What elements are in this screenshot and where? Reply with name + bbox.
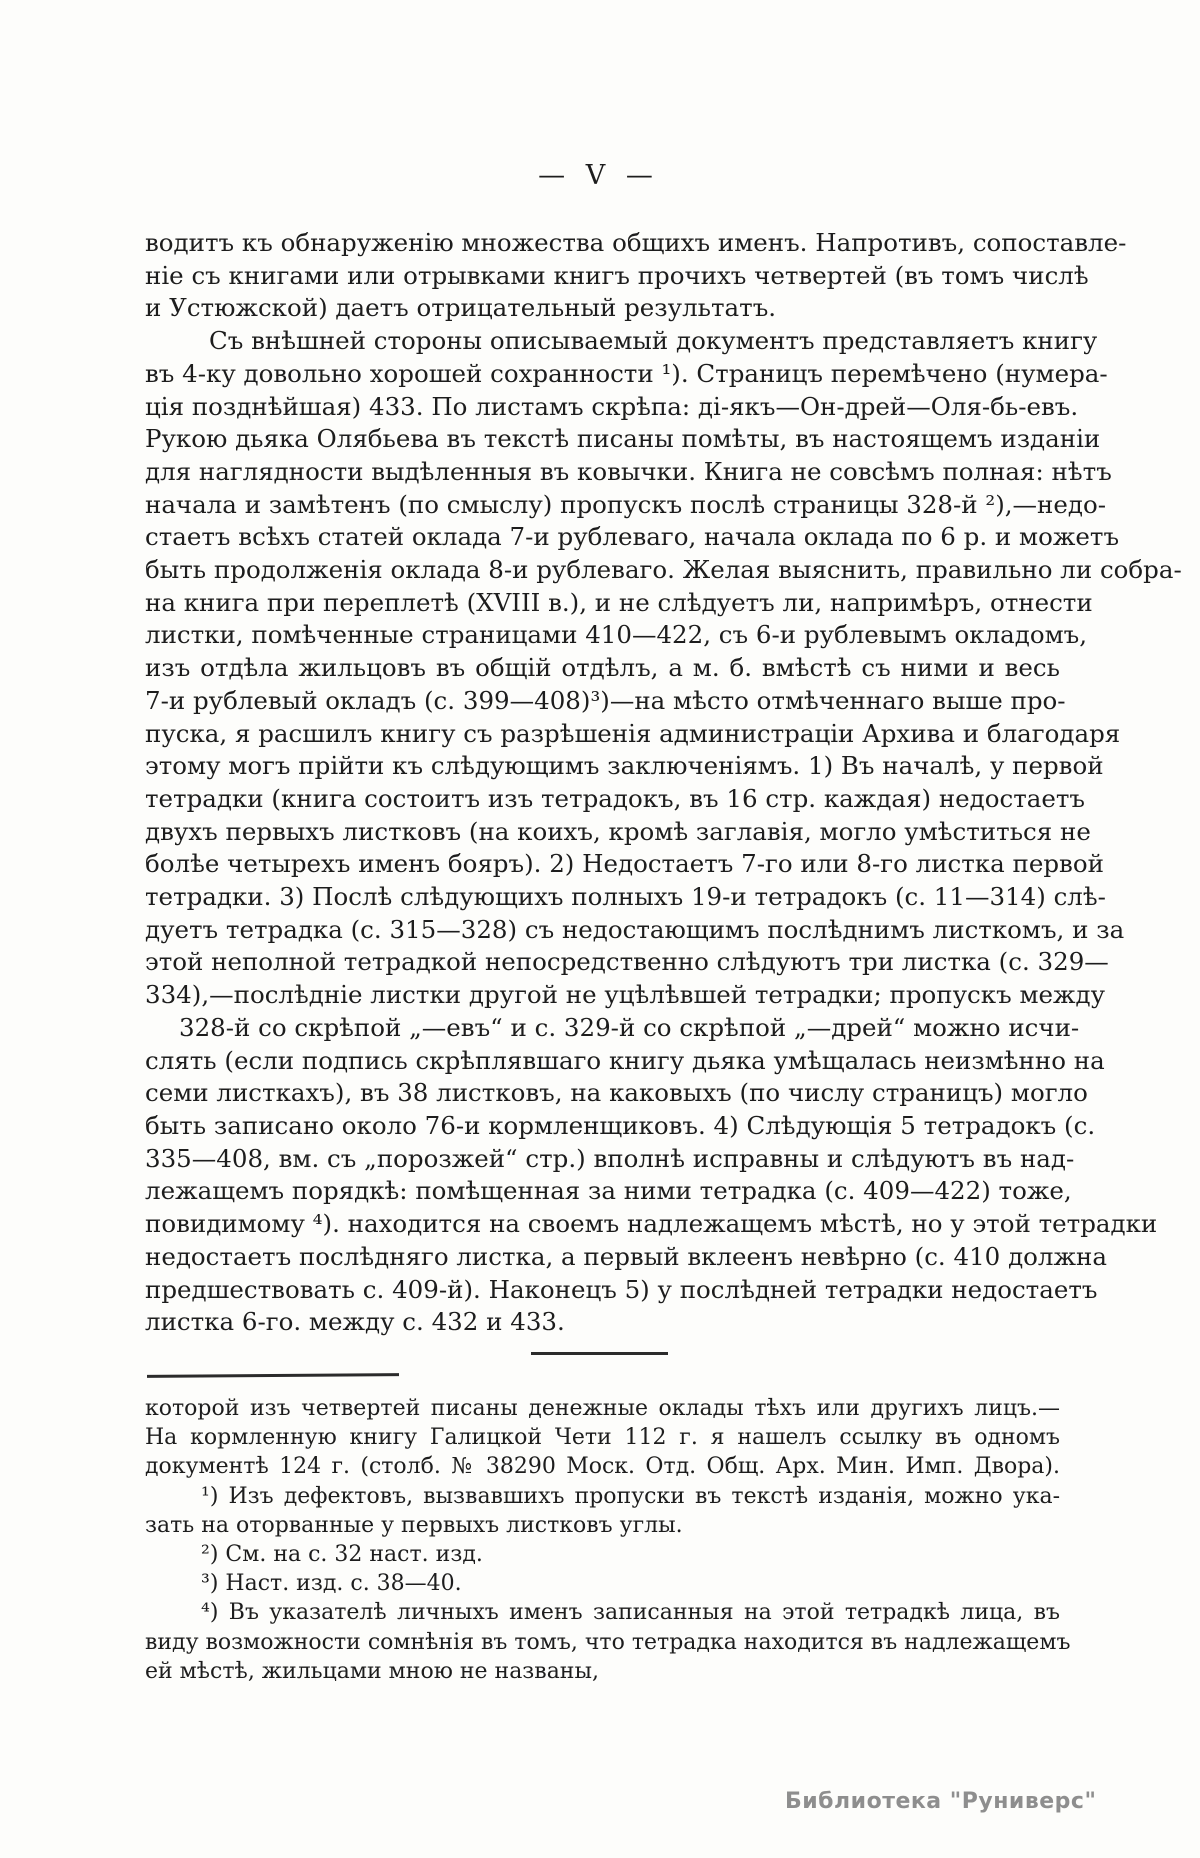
text-line: на книга при переплетѣ (XVIII в.), и не слѣдуетъ ли, напримѣръ, отнести (145, 587, 1093, 617)
text-line: водитъ къ обнаруженію множества общихъ именъ. Напротивъ, сопоставле- (145, 228, 1127, 257)
page-number-header: — V — (538, 160, 654, 191)
text-line: быть продолженія оклада 8-и рублеваго. Желая выяснить, правильно ли собра- (145, 555, 1182, 585)
text-line: недостаетъ послѣдняго листка, а первый вклеенъ невѣрно (с. 410 должна (145, 1241, 1107, 1271)
text-line: виду возможности сомнѣнія въ томъ, что тетрадка находится въ надлежащемъ (145, 1629, 1071, 1655)
text-line: двухъ первыхъ листковъ (на коихъ, кромѣ заглавія, могло умѣститься не (145, 816, 1091, 846)
text-line: листка 6-го. между с. 432 и 433. (145, 1307, 565, 1337)
text-line: ⁴) Въ указателѣ личныхъ именъ записанныя на этой тетрадкѣ лица, въ (201, 1600, 1060, 1626)
text-line: листки, помѣченные страницами 410—422, съ 6-и рублевымъ окладомъ, (145, 620, 1088, 650)
text-line: ція позднѣйшая) 433. По листамъ скрѣпа: ді-якъ—Он-дрей—Оля-бь-евъ. (145, 391, 1079, 421)
text-line: которой изъ четвертей писаны денежные оклады тѣхъ или другихъ лицъ.— (145, 1396, 1060, 1421)
text-line: повидимому ⁴). находится на своемъ надлежащемъ мѣстѣ, но у этой тетрадки (145, 1209, 1158, 1239)
section-divider-rule (531, 1352, 668, 1355)
text-line: предшествовать с. 409-й). Наконецъ 5) у послѣдней тетрадки недостаетъ (145, 1274, 1098, 1304)
text-line: въ 4-ку довольно хорошей сохранности ¹). Страницъ перемѣчено (нумера- (145, 358, 1108, 388)
text-line: быть записано около 76-и кормленщиковъ. 4) Слѣдующія 5 тетрадокъ (с. (145, 1110, 1096, 1140)
text-line: этой неполной тетрадкой непосредственно слѣдуютъ три листка (с. 329— (145, 947, 1109, 977)
text-line: Съ внѣшней стороны описываемый документъ представляетъ книгу (209, 326, 1098, 356)
text-line: стаетъ всѣхъ статей оклада 7-и рублеваго, начала оклада по 6 р. и можетъ (145, 522, 1120, 552)
text-line: тетрадки. 3) Послѣ слѣдующихъ полныхъ 19-и тетрадокъ (с. 11—314) слѣ- (145, 882, 1106, 912)
text-line: и Устюжской) даетъ отрицательный результатъ. (145, 293, 777, 323)
text-line: зать на оторванные у первыхъ листковъ углы. (145, 1512, 683, 1538)
main-text-block (145, 227, 1182, 1339)
text-line: семи листкахъ), въ 38 листковъ, на каковыхъ (по числу страницъ) могло (145, 1078, 1088, 1108)
text-line: для наглядности выдѣленныя въ ковычки. Книга не совсѣмъ полная: нѣтъ (145, 456, 1112, 486)
text-line: лежащемъ порядкѣ: помѣщенная за ними тетрадка (с. 409—422) тоже, (145, 1176, 1072, 1206)
text-line: 328-й со скрѣпой „—евъ“ и с. 329-й со скрѣпой „—дрей“ можно исчи- (179, 1012, 1080, 1042)
text-line: 7-и рублевый окладъ (с. 399—408)³)—на мѣсто отмѣченнаго выше про- (145, 685, 1066, 715)
text-line: пуска, я расшилъ книгу съ разрѣшенія администраціи Архива и благодаря (145, 718, 1121, 748)
text-line: 334),—послѣдніе листки другой не уцѣлѣвшей тетрадки; пропускъ между (145, 980, 1106, 1010)
text-line: слять (если подпись скрѣплявшаго книгу дьяка умѣщалась неизмѣнно на (145, 1045, 1105, 1075)
text-line: ²) См. на с. 32 наст. изд. (201, 1542, 483, 1568)
text-line: начала и замѣтенъ (по смыслу) пропускъ послѣ страницы 328-й ²),—недо- (145, 489, 1107, 519)
text-line: Рукою дьяка Олябьева въ текстѣ писаны помѣты, въ настоящемъ изданіи (145, 424, 1101, 454)
text-line: болѣе четырехъ именъ бояръ). 2) Недостаетъ 7-го или 8-го листка первой (145, 849, 1104, 879)
footnote-separator-rule (147, 1373, 399, 1378)
text-line: ³) Наст. изд. с. 38—40. (201, 1571, 462, 1597)
text-line: этому могъ прійти къ слѣдующимъ заключеніямъ. 1) Въ началѣ, у первой (145, 751, 1104, 781)
library-watermark: Библиотека "Руниверс" (785, 1789, 1097, 1814)
text-line: тетрадки (книга состоитъ изъ тетрадокъ, въ 16 стр. каждая) недостаетъ (145, 783, 1086, 813)
text-line: дуетъ тетрадка (с. 315—328) съ недостающимъ послѣднимъ листкомъ, и за (145, 914, 1125, 944)
text-line: ей мѣстѣ, жильцами мною не названы, (145, 1658, 599, 1684)
text-line: документѣ 124 г. (столб. № 38290 Моск. Отд. Общ. Арх. Мин. Имп. Двора). (145, 1454, 1060, 1480)
text-line: 335—408, вм. съ „порозжей“ стр.) вполнѣ исправны и слѣдуютъ въ над- (145, 1143, 1075, 1173)
text-line: ¹) Изъ дефектовъ, вызвавшихъ пропуски въ текстѣ изданія, можно ука- (201, 1483, 1060, 1509)
footnotes-block (145, 1394, 1071, 1686)
text-line: изъ отдѣла жильцовъ въ общій отдѣлъ, а м. б. вмѣстѣ съ ними и весь (145, 653, 1060, 683)
text-line: На кормленную книгу Галицкой Чети 112 г. я нашелъ ссылку въ одномъ (145, 1425, 1060, 1451)
text-line: ніе съ книгами или отрывками книгъ прочихъ четвертей (въ томъ числѣ (145, 260, 1089, 290)
